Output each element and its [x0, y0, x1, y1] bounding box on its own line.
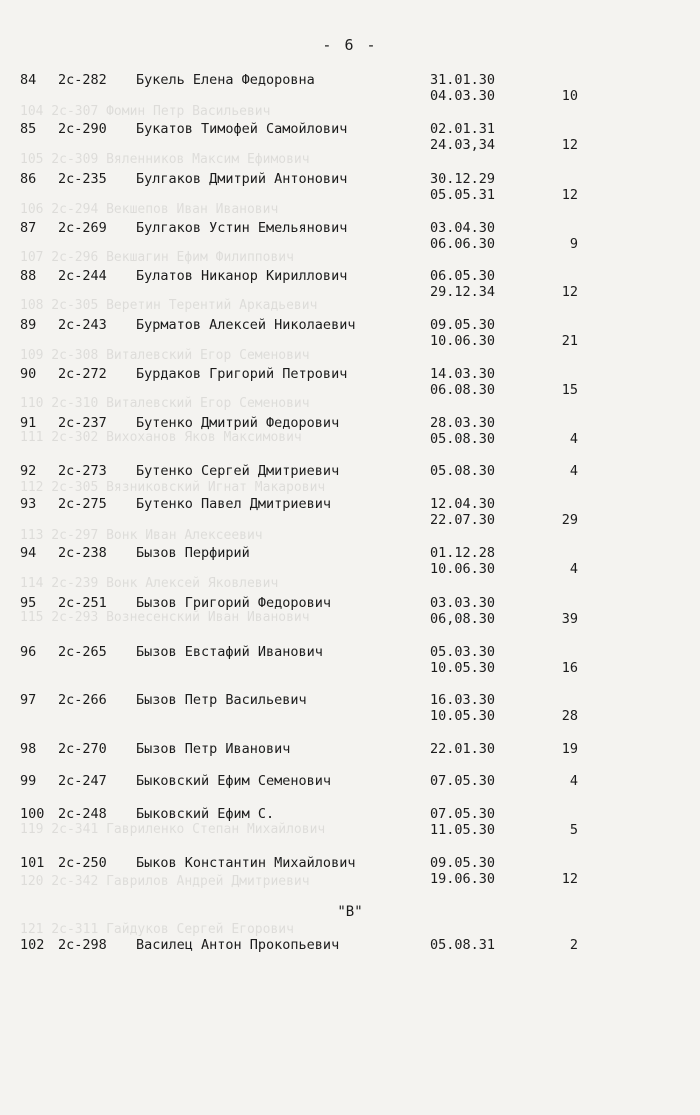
bleed-through-text: 104 2с-307 Фомин Петр Васильевич 105 2с-309 Вяленников Максим Ефимович 106 2с-294 Векшепов Иван Иванович 107 2с-296 Векшагин Ефим Филиппович 108 2с-305 Веретин Терентий Аркадьевич 109 2с-308 Виталевский Егор Семенович 110 2с-310 Виталевский Егор Семенович 111 2с-302 Вихоханов Яков Максимович 112 2с-305 Вязниковский Игнат Макарович 113 2с-297 Вонк Иван Алексеевич 114 2с-239 Вонк Алексей Яковлевич 115 2с-293 Вознесенский Иван Иванович 119 2с-341 Гавриленко Степан Михайлович 120 2с-342 Гаврилов Андрей Дмитриевич 121 2с-311 Гайдуков Сергей Егорович	[20, 104, 326, 937]
record-date-start: 06.05.30	[430, 268, 496, 284]
record-date-end: 22.07.30	[430, 512, 496, 528]
record-number: 99	[20, 773, 37, 789]
record-name: Бутенко Сергей Дмитриевич	[136, 463, 340, 479]
record-name: Булгаков Устин Емельянович	[136, 220, 348, 236]
record-count: 15	[561, 382, 578, 398]
record-number: 88	[20, 268, 37, 284]
record-count: 12	[561, 284, 578, 300]
record-date-start: 05.03.30	[430, 644, 496, 660]
record-row	[0, 220, 700, 260]
record-code: 2с-244	[58, 268, 107, 284]
record-code: 2с-247	[58, 773, 107, 789]
record-count: 21	[561, 333, 578, 349]
record-code: 2с-251	[58, 595, 107, 611]
record-row	[0, 545, 700, 585]
record-count: 16	[561, 660, 578, 676]
record-row	[0, 317, 700, 357]
record-code: 2с-238	[58, 545, 107, 561]
record-number: 98	[20, 741, 37, 757]
record-date-start: 22.01.30	[430, 741, 496, 757]
record-number: 87	[20, 220, 37, 236]
record-name: Бурматов Алексей Николаевич	[136, 317, 356, 333]
record-count: 2	[569, 937, 578, 953]
record-count: 29	[561, 512, 578, 528]
record-row	[0, 415, 700, 455]
record-row	[0, 692, 700, 732]
record-name: Бызов Петр Иванович	[136, 741, 291, 757]
record-date-end: 06,08.30	[430, 611, 496, 627]
record-row	[0, 366, 700, 406]
record-count: 12	[561, 187, 578, 203]
record-code: 2с-237	[58, 415, 107, 431]
record-date-end: 10.06.30	[430, 333, 496, 349]
record-date-start: 28.03.30	[430, 415, 496, 431]
record-date-end: 06.06.30	[430, 236, 496, 252]
record-date-end: 19.06.30	[430, 871, 496, 887]
record-row	[0, 171, 700, 211]
record-date-end: 29.12.34	[430, 284, 496, 300]
record-code: 2с-269	[58, 220, 107, 236]
record-number: 102	[20, 937, 45, 953]
record-date-start: 07.05.30	[430, 806, 496, 822]
record-name: Бурдаков Григорий Петрович	[136, 366, 348, 382]
record-name: Булгаков Дмитрий Антонович	[136, 171, 348, 187]
record-name: Бутенко Павел Дмитриевич	[136, 496, 332, 512]
record-count: 4	[569, 431, 578, 447]
record-name: Бызов Григорий Федорович	[136, 595, 332, 611]
record-count: 19	[561, 741, 578, 757]
record-row	[0, 496, 700, 536]
record-code: 2с-265	[58, 644, 107, 660]
record-code: 2с-273	[58, 463, 107, 479]
record-date-end: 10.05.30	[430, 660, 496, 676]
record-row	[0, 806, 700, 846]
record-name: Бызов Петр Васильевич	[136, 692, 307, 708]
section-letter: "В"	[337, 904, 363, 920]
record-number: 101	[20, 855, 45, 871]
record-row	[0, 72, 700, 112]
record-number: 95	[20, 595, 37, 611]
record-date-start: 30.12.29	[430, 171, 496, 187]
record-count: 4	[569, 463, 578, 479]
record-code: 2с-290	[58, 121, 107, 137]
record-name: Булатов Никанор Кириллович	[136, 268, 348, 284]
record-code: 2с-282	[58, 72, 107, 88]
record-code: 2с-235	[58, 171, 107, 187]
record-name: Быковский Ефим С.	[136, 806, 275, 822]
record-date-start: 09.05.30	[430, 317, 496, 333]
record-number: 90	[20, 366, 37, 382]
record-date-start: 01.12.28	[430, 545, 496, 561]
record-row	[0, 644, 700, 684]
record-name: Букатов Тимофей Самойлович	[136, 121, 348, 137]
record-date-start: 07.05.30	[430, 773, 496, 789]
record-code: 2с-243	[58, 317, 107, 333]
record-name: Букель Елена Федоровна	[136, 72, 315, 88]
record-count: 28	[561, 708, 578, 724]
record-row	[0, 855, 700, 895]
record-date-end: 04.03.30	[430, 88, 496, 104]
record-date-start: 03.03.30	[430, 595, 496, 611]
record-number: 91	[20, 415, 37, 431]
record-count: 12	[561, 137, 578, 153]
record-number: 85	[20, 121, 37, 137]
record-name: Василец Антон Прокопьевич	[136, 937, 340, 953]
record-code: 2с-266	[58, 692, 107, 708]
record-name: Быков Константин Михайлович	[136, 855, 356, 871]
record-date-start: 16.03.30	[430, 692, 496, 708]
record-code: 2с-270	[58, 741, 107, 757]
record-date-end: 10.05.30	[430, 708, 496, 724]
record-date-end: 10.06.30	[430, 561, 496, 577]
record-row	[0, 937, 700, 977]
record-count: 5	[569, 822, 578, 838]
record-date-start: 05.08.31	[430, 937, 496, 953]
record-date-start: 31.01.30	[430, 72, 496, 88]
record-name: Бызов Евстафий Иванович	[136, 644, 323, 660]
record-count: 4	[569, 561, 578, 577]
record-code: 2с-250	[58, 855, 107, 871]
record-date-start: 14.03.30	[430, 366, 496, 382]
record-date-start: 09.05.30	[430, 855, 496, 871]
record-number: 92	[20, 463, 37, 479]
record-count: 10	[561, 88, 578, 104]
record-number: 84	[20, 72, 37, 88]
record-date-end: 06.08.30	[430, 382, 496, 398]
record-name: Бызов Перфирий	[136, 545, 250, 561]
record-count: 39	[561, 611, 578, 627]
record-name: Бутенко Дмитрий Федорович	[136, 415, 340, 431]
record-code: 2с-298	[58, 937, 107, 953]
record-number: 100	[20, 806, 45, 822]
record-count: 4	[569, 773, 578, 789]
record-date-end: 05.08.30	[430, 431, 496, 447]
record-row	[0, 268, 700, 308]
record-row	[0, 121, 700, 161]
record-number: 97	[20, 692, 37, 708]
record-number: 86	[20, 171, 37, 187]
record-code: 2с-248	[58, 806, 107, 822]
record-date-end: 24.03,34	[430, 137, 496, 153]
record-code: 2с-272	[58, 366, 107, 382]
record-date-start: 12.04.30	[430, 496, 496, 512]
record-date-start: 05.08.30	[430, 463, 496, 479]
record-count: 9	[569, 236, 578, 252]
page-number: - 6 -	[322, 36, 378, 54]
record-number: 96	[20, 644, 37, 660]
record-row	[0, 595, 700, 635]
record-date-end: 05.05.31	[430, 187, 496, 203]
record-name: Быковский Ефим Семенович	[136, 773, 332, 789]
record-date-start: 03.04.30	[430, 220, 496, 236]
record-number: 94	[20, 545, 37, 561]
record-count: 12	[561, 871, 578, 887]
record-number: 93	[20, 496, 37, 512]
record-date-start: 02.01.31	[430, 121, 496, 137]
record-number: 89	[20, 317, 37, 333]
record-date-end: 11.05.30	[430, 822, 496, 838]
record-code: 2с-275	[58, 496, 107, 512]
